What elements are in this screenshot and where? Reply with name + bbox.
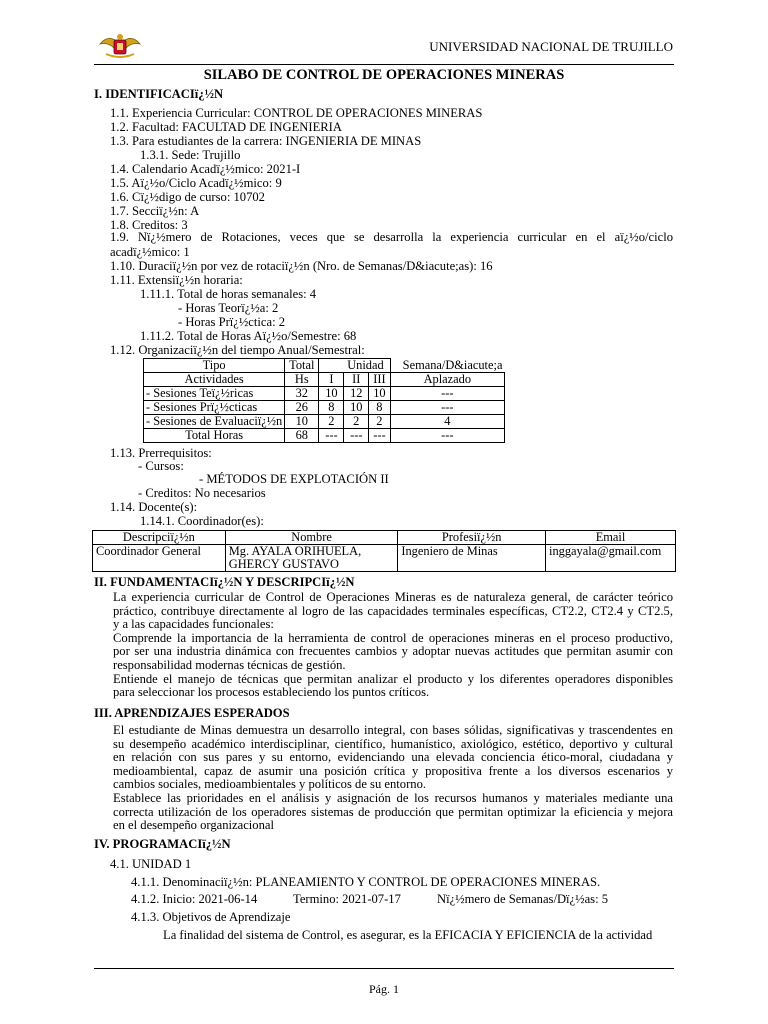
line-1-9-a: 1.9. Nï¿½mero de Rotaciones, veces que se desarrolla la experiencia curricular en el aï¿½o/ciclo (110, 231, 673, 244)
cell: 68 (285, 429, 319, 443)
university-name: UNIVERSIDAD NACIONAL DE TRUJILLO (429, 39, 673, 54)
text-line: Entiende el manejo de técnicas que permitan analizar el producto y los diferentes operadores disponibles (113, 672, 673, 686)
line-1-10: 1.10. Duraciï¿½n por vez de rotaciï¿½n (Nro. de Semanas/D&iacute;as): 16 (110, 259, 493, 273)
line-metodos: - MÉTODOS DE EXPLOTACIÓN II (199, 472, 389, 486)
university-logo-icon (98, 30, 142, 60)
cell: --- (344, 429, 369, 443)
line-1-11-1: 1.11.1. Total de horas semanales: 4 (140, 287, 317, 301)
header-hs: Hs (285, 373, 319, 387)
text-line: Comprende la importancia de la herramienta de control de operaciones mineras en el proceso productivo, (113, 631, 673, 645)
time-organization-table (143, 358, 505, 443)
text-line: medioambiental, capaz de asumir una posición crítica y propositiva frente a los diversos escenarios y (113, 764, 673, 778)
line-creditos: - Creditos: No necesarios (138, 486, 266, 500)
header-divider (94, 64, 674, 65)
line-4-1-2-termino: Termino: 2021-07-17 (293, 892, 401, 906)
line-1-14-1: 1.14.1. Coordinador(es): (140, 514, 264, 528)
cell: 12 (344, 387, 369, 401)
text-line: para seleccionar los procesos estableciendo los puntos críticos. (113, 685, 430, 700)
section-1-heading: I. IDENTIFICACIï¿½N (94, 87, 224, 101)
header-total: Total (285, 359, 319, 373)
cell: 2 (344, 415, 369, 429)
header-unit-ii: II (344, 373, 369, 387)
header-unidad: Unidad (319, 359, 390, 373)
text-line: por ser una industria dinámica con frecuentes cambios y adoptar nuevas actitudes que permitan asumir con (113, 645, 673, 659)
cell-nombre-line2: GHERCY GUSTAVO (228, 557, 339, 571)
header-aplazado: Aplazado (390, 373, 504, 387)
line-1-6: 1.6. Cï¿½digo de curso: 10702 (110, 190, 265, 204)
section-4-heading: IV. PROGRAMACIï¿½N (94, 837, 231, 851)
text-line: y a las capacidades funcionales: (113, 617, 274, 632)
cell: 2 (319, 415, 344, 429)
header-descripcion: Descripciï¿½n (93, 531, 226, 545)
line-1-4: 1.4. Calendario Acadï¿½mico: 2021-I (110, 162, 301, 176)
cell-descripcion: Coordinador General (93, 545, 226, 572)
cell: --- (390, 401, 504, 415)
text-line: práctico, contribuye directamente al logro de las capacidades terminales específicas, CT2.2, CT2.4 y CT2.5, (113, 604, 673, 618)
header-profesion: Profesiï¿½n (398, 531, 546, 545)
cell: 32 (285, 387, 319, 401)
section-2-heading: II. FUNDAMENTACIï¿½N Y DESCRIPCIï¿½N (94, 575, 355, 589)
cell-nombre (225, 545, 398, 572)
header-actividades: Actividades (144, 373, 285, 387)
cell: - Sesiones Prï¿½cticas (144, 401, 285, 415)
header-tipo: Tipo (144, 359, 285, 373)
line-1-13: 1.13. Prerrequisitos: (110, 446, 212, 460)
table-row (144, 415, 505, 429)
cell: - Sesiones de Evaluaciï¿½n (144, 415, 285, 429)
line-horas-practica: - Horas Prï¿½ctica: 2 (178, 315, 286, 329)
cell: - Sesiones Teï¿½ricas (144, 387, 285, 401)
line-1-2: 1.2. Facultad: FACULTAD DE INGENIERIA (110, 120, 342, 134)
table-row (93, 545, 676, 572)
cell: 10 (285, 415, 319, 429)
footer-divider (94, 968, 674, 969)
cell: 10 (319, 387, 344, 401)
section-2-body (113, 591, 673, 700)
cell-email: inggayala@gmail.com (546, 545, 676, 572)
line-1-9 (110, 231, 673, 245)
cell: --- (390, 387, 504, 401)
table-row (144, 387, 505, 401)
line-1-11: 1.11. Extensiï¿½n horaria: (110, 273, 243, 287)
cell: Total Horas (144, 429, 285, 443)
table-row (144, 401, 505, 415)
cell: 10 (369, 387, 391, 401)
cell: --- (369, 429, 391, 443)
header-unit-iii: III (369, 373, 391, 387)
line-4-1-1: 4.1.1. Denominaciï¿½n: PLANEAMIENTO Y CONTROL DE OPERACIONES MINERAS. (131, 875, 601, 889)
line-1-8: 1.8. Creditos: 3 (110, 218, 188, 232)
header-email: Email (546, 531, 676, 545)
line-cursos: - Cursos: (138, 459, 184, 473)
docente-table (92, 530, 676, 572)
document-title: SILABO DE CONTROL DE OPERACIONES MINERAS (203, 67, 565, 83)
line-1-3: 1.3. Para estudiantes de la carrera: INGENIERIA DE MINAS (110, 134, 422, 148)
line-4-1-2-semanas: Nï¿½mero de Semanas/Dï¿½as: 5 (437, 892, 609, 906)
cell: 26 (285, 401, 319, 415)
page-number: Pág. 1 (369, 982, 399, 996)
line-horas-teoria: - Horas Teorï¿½a: 2 (178, 301, 279, 315)
header-nombre: Nombre (225, 531, 398, 545)
cell: --- (319, 429, 344, 443)
text-line: El estudiante de Minas demuestra un desarrollo integral, con bases sólidas, significativas y trascendentes en (113, 724, 673, 737)
line-4-1: 4.1. UNIDAD 1 (110, 857, 192, 871)
table-header-row (144, 359, 505, 373)
table-row (144, 429, 505, 443)
line-1-12: 1.12. Organizaciï¿½n del tiempo Anual/Semestral: (110, 343, 365, 357)
text-line: Establece las prioridades en el análisis y asignación de los recursos humanos y materiales mediante una (113, 791, 673, 805)
text-line: su desempeño académico interdisciplinar, científico, humanístico, axiológico, estético, deportivo y cultural (113, 737, 673, 751)
text-line: La experiencia curricular de Control de Operaciones Mineras es de naturaleza general, de carácter teórico (113, 591, 673, 604)
section-3-heading: III. APRENDIZAJES ESPERADOS (94, 706, 290, 720)
line-1-7: 1.7. Secciï¿½n: A (110, 204, 200, 218)
cell: --- (390, 429, 504, 443)
cell: 4 (390, 415, 504, 429)
header-unit-i: I (319, 373, 344, 387)
text-line: cambios sociales, medioambientales y políticos de su entorno. (113, 777, 427, 792)
line-1-14: 1.14. Docente(s): (110, 500, 198, 514)
line-4-1-3: 4.1.3. Objetivos de Aprendizaje (131, 910, 291, 924)
line-1-9-b: acadï¿½mico: 1 (110, 245, 190, 259)
cell-nombre-line1: Mg. AYALA ORIHUELA, (228, 544, 362, 558)
cell: 2 (369, 415, 391, 429)
line-1-5: 1.5. Aï¿½o/Ciclo Acadï¿½mico: 9 (110, 176, 282, 190)
text-line: responsabilidad modernas técnicas de gestión. (113, 657, 346, 672)
header-semana: Semana/D&iacute;a (390, 359, 504, 373)
text-line: en relación con sus pares y su entorno, evidenciando una elevada conciencia ético-moral, ciudadana y (113, 751, 673, 765)
cell: 8 (369, 401, 391, 415)
text-line: correcta utilización de los operadores sistemas de producción que permitan optimizar la eficiencia y mejora (113, 805, 673, 819)
cell-profesion: Ingeniero de Minas (398, 545, 546, 572)
text-line: en el desempeño organizacional (113, 818, 274, 833)
cell: 10 (344, 401, 369, 415)
line-4-1-3-text: La finalidad del sistema de Control, es asegurar, es la EFICACIA Y EFICIENCIA de la actividad (163, 928, 653, 942)
line-1-3-1: 1.3.1. Sede: Trujillo (140, 148, 241, 162)
line-4-1-2-inicio: 4.1.2. Inicio: 2021-06-14 (131, 892, 258, 906)
cell: 8 (319, 401, 344, 415)
table-header-row (144, 373, 505, 387)
line-1-11-2: 1.11.2. Total de Horas Aï¿½o/Semestre: 68 (140, 329, 357, 343)
line-1-1: 1.1. Experiencia Curricular: CONTROL DE OPERACIONES MINERAS (110, 106, 483, 120)
table-header-row (93, 531, 676, 545)
section-3-body (113, 724, 673, 833)
